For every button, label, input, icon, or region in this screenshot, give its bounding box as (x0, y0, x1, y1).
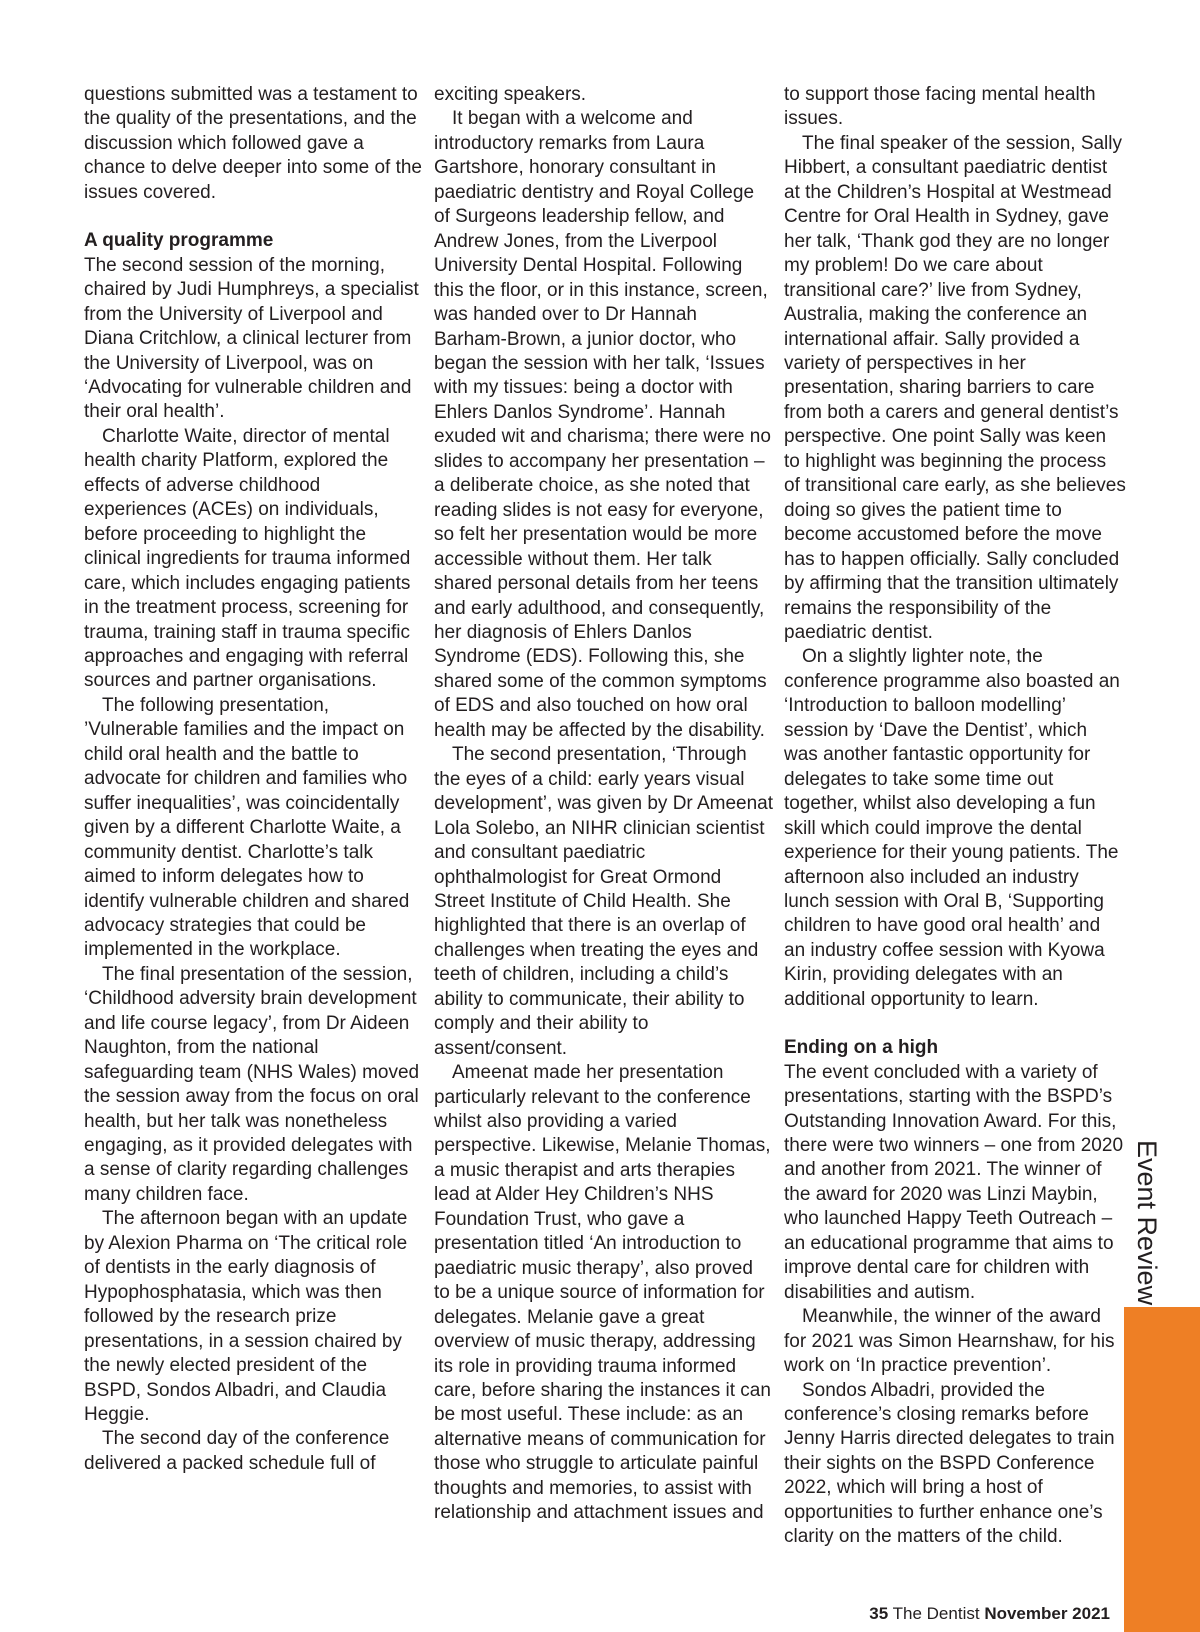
paragraph: questions submitted was a testament to the quality of the presentations, and the discussion which followed gave a chance to delve deeper into some of the issues covered. (84, 84, 423, 203)
issue-date: November 2021 (984, 1604, 1110, 1623)
paragraph: to support those facing mental health issues. (784, 84, 1096, 130)
paragraph: The second presentation, ‘Through the eyes of a child: early years visual development’, was given by Dr Ameenat Lola Solebo, an NIHR clinician scientist and consultant paediatric ophthalmologist for Great Ormond Street Institute of Child Health. She highlighted that there is an overlap of challenges when treating the eyes and teeth of children, including a child’s ability to communicate, their ability to comply and their ability to assent/consent. (434, 744, 774, 1059)
section-heading: A quality programme (84, 230, 274, 252)
paragraph: The following presentation, ’Vulnerable families and the impact on child oral health and the battle to advocate for children and families who suffer inequalities’, was coincidentally given by a different Charlotte Waite, a community dentist. Charlotte’s talk aimed to inform delegates how to identify vulnerable children and shared advocacy strategies that could be implemented in the workplace. (84, 694, 410, 961)
paragraph: On a slightly lighter note, the conference programme also boasted an ‘Introduction to balloon modelling’ session by ‘Dave the Dentist’, which was another fantastic opportunity for delegates to take some time out together, whilst also developing a fun skill which could improve the dental experience for their young patients. The afternoon also included an industry lunch session with Oral B, ‘Supporting children to have good oral health’ and an industry coffee session with Kyowa Kirin, providing delegates with an additional opportunity to learn. (784, 646, 1120, 1010)
paragraph: The final presentation of the session, ‘Childhood adversity brain development and life course legacy’, from Dr Aideen Naughton, from the national safeguarding team (NHS Wales) moved the session away from the focus on oral health, but her talk was nonetheless engaging, as it provided delegates with a sense of clarity regarding challenges many children face. (84, 963, 420, 1205)
section-label: Event Review (1132, 1140, 1162, 1306)
article-column-1 (84, 83, 424, 1476)
accent-bar (1124, 1307, 1200, 1632)
paragraph: The second session of the morning, chaired by Judi Humphreys, a specialist from the University of Liverpool and Diana Critchlow, a clinical lecturer from the University of Liverpool, was on ‘Advocating for vulnerable children and their oral health’. (84, 254, 419, 423)
paragraph: Ameenat made her presentation particularly relevant to the conference whilst also providing a varied perspective. Likewise, Melanie Thomas, a music therapist and arts therapies lead at Alder Hey Children’s NHS Foundation Trust, who gave a presentation titled ‘An introduction to paediatric music therapy’, also proved to be a unique source of information for delegates. Melanie gave a great overview of music therapy, addressing its role in providing trauma informed care, before sharing the instances it can be most useful. These include: as an alternative means of communication for those who struggle to articulate painful thoughts and memories, to assist with relationship and attachment issues and (434, 1062, 771, 1524)
paragraph: Sondos Albadri, provided the conference’s closing remarks before Jenny Harris directed delegates to train their sights on the BSPD Conference 2022, which will bring a host of opportunities to further enhance one’s clarity on the matters of the child. (784, 1379, 1115, 1548)
paragraph: The second day of the conference delivered a packed schedule full of (84, 1428, 390, 1474)
article-column-2 (434, 83, 774, 1526)
paragraph: exciting speakers. (434, 84, 587, 105)
paragraph: Charlotte Waite, director of mental health charity Platform, explored the effects of adverse childhood experiences (ACEs) on individuals, before proceeding to highlight the clinical ingredients for trauma informed care, which includes engaging patients in the treatment process, screening for trauma, training staff in trauma specific approaches and engaging with referral sources and partner organisations. (84, 425, 411, 692)
publication-name: The Dentist (892, 1604, 980, 1623)
paragraph: The event concluded with a variety of presentations, starting with the BSPD’s Outstanding Innovation Award. For this, there were two winners – one from 2020 and another from 2021. The winner of the award for 2020 was Linzi Maybin, who launched Happy Teeth Outreach – an educational programme that aims to improve dental care for children with disabilities and autism. (784, 1061, 1124, 1303)
paragraph: Meanwhile, the winner of the award for 2021 was Simon Hearnshaw, for his work on ‘In practice prevention’. (784, 1306, 1115, 1377)
page-footer (869, 1604, 1110, 1624)
paragraph: It began with a welcome and introductory remarks from Laura Gartshore, honorary consultant in paediatric dentistry and Royal College of Surgeons leadership fellow, and Andrew Jones, from the Liverpool University Dental Hospital. Following this the floor, or in this instance, screen, was handed over to Dr Hannah Barham-Brown, a junior doctor, who began the session with her talk, ‘Issues with my tissues: being a doctor with Ehlers Danlos Syndrome’. Hannah exuded wit and charisma; there were no slides to accompany her presentation – a deliberate choice, as she noted that reading slides is not easy for everyone, so felt her presentation would be more accessible without them. Her talk shared personal details from her teens and early adulthood, and consequently, her diagnosis of Ehlers Danlos Syndrome (EDS). Following this, she shared some of the common symptoms of EDS and also touched on how oral health may be affected by the disability. (434, 108, 771, 741)
section-heading: Ending on a high (784, 1037, 939, 1059)
article-column-3 (784, 83, 1126, 1550)
paragraph: The afternoon began with an update by Alexion Pharma on ‘The critical role of dentists in the early diagnosis of Hypophosphatasia, which was then followed by the research prize presentations, in a session chaired by the newly elected president of the BSPD, Sondos Albadri, and Claudia Heggie. (84, 1208, 408, 1426)
page-number: 35 (869, 1604, 889, 1623)
paragraph: The final speaker of the session, Sally Hibbert, a consultant paediatric dentist at the Children’s Hospital at Westmead Centre for Oral Health in Sydney, gave her talk, ‘Thank god they are no longer my problem! Do we care about transitional care?’ live from Sydney, Australia, making the conference an international affair. Sally provided a variety of perspectives in her presentation, sharing barriers to care from both a carers and general dentist’s perspective. One point Sally was keen to highlight was beginning the process of transitional care early, as she believes doing so gives the patient time to become accustomed before the move has to happen officially. Sally concluded by affirming that the transition ultimately remains the responsibility of the paediatric dentist. (784, 132, 1126, 643)
